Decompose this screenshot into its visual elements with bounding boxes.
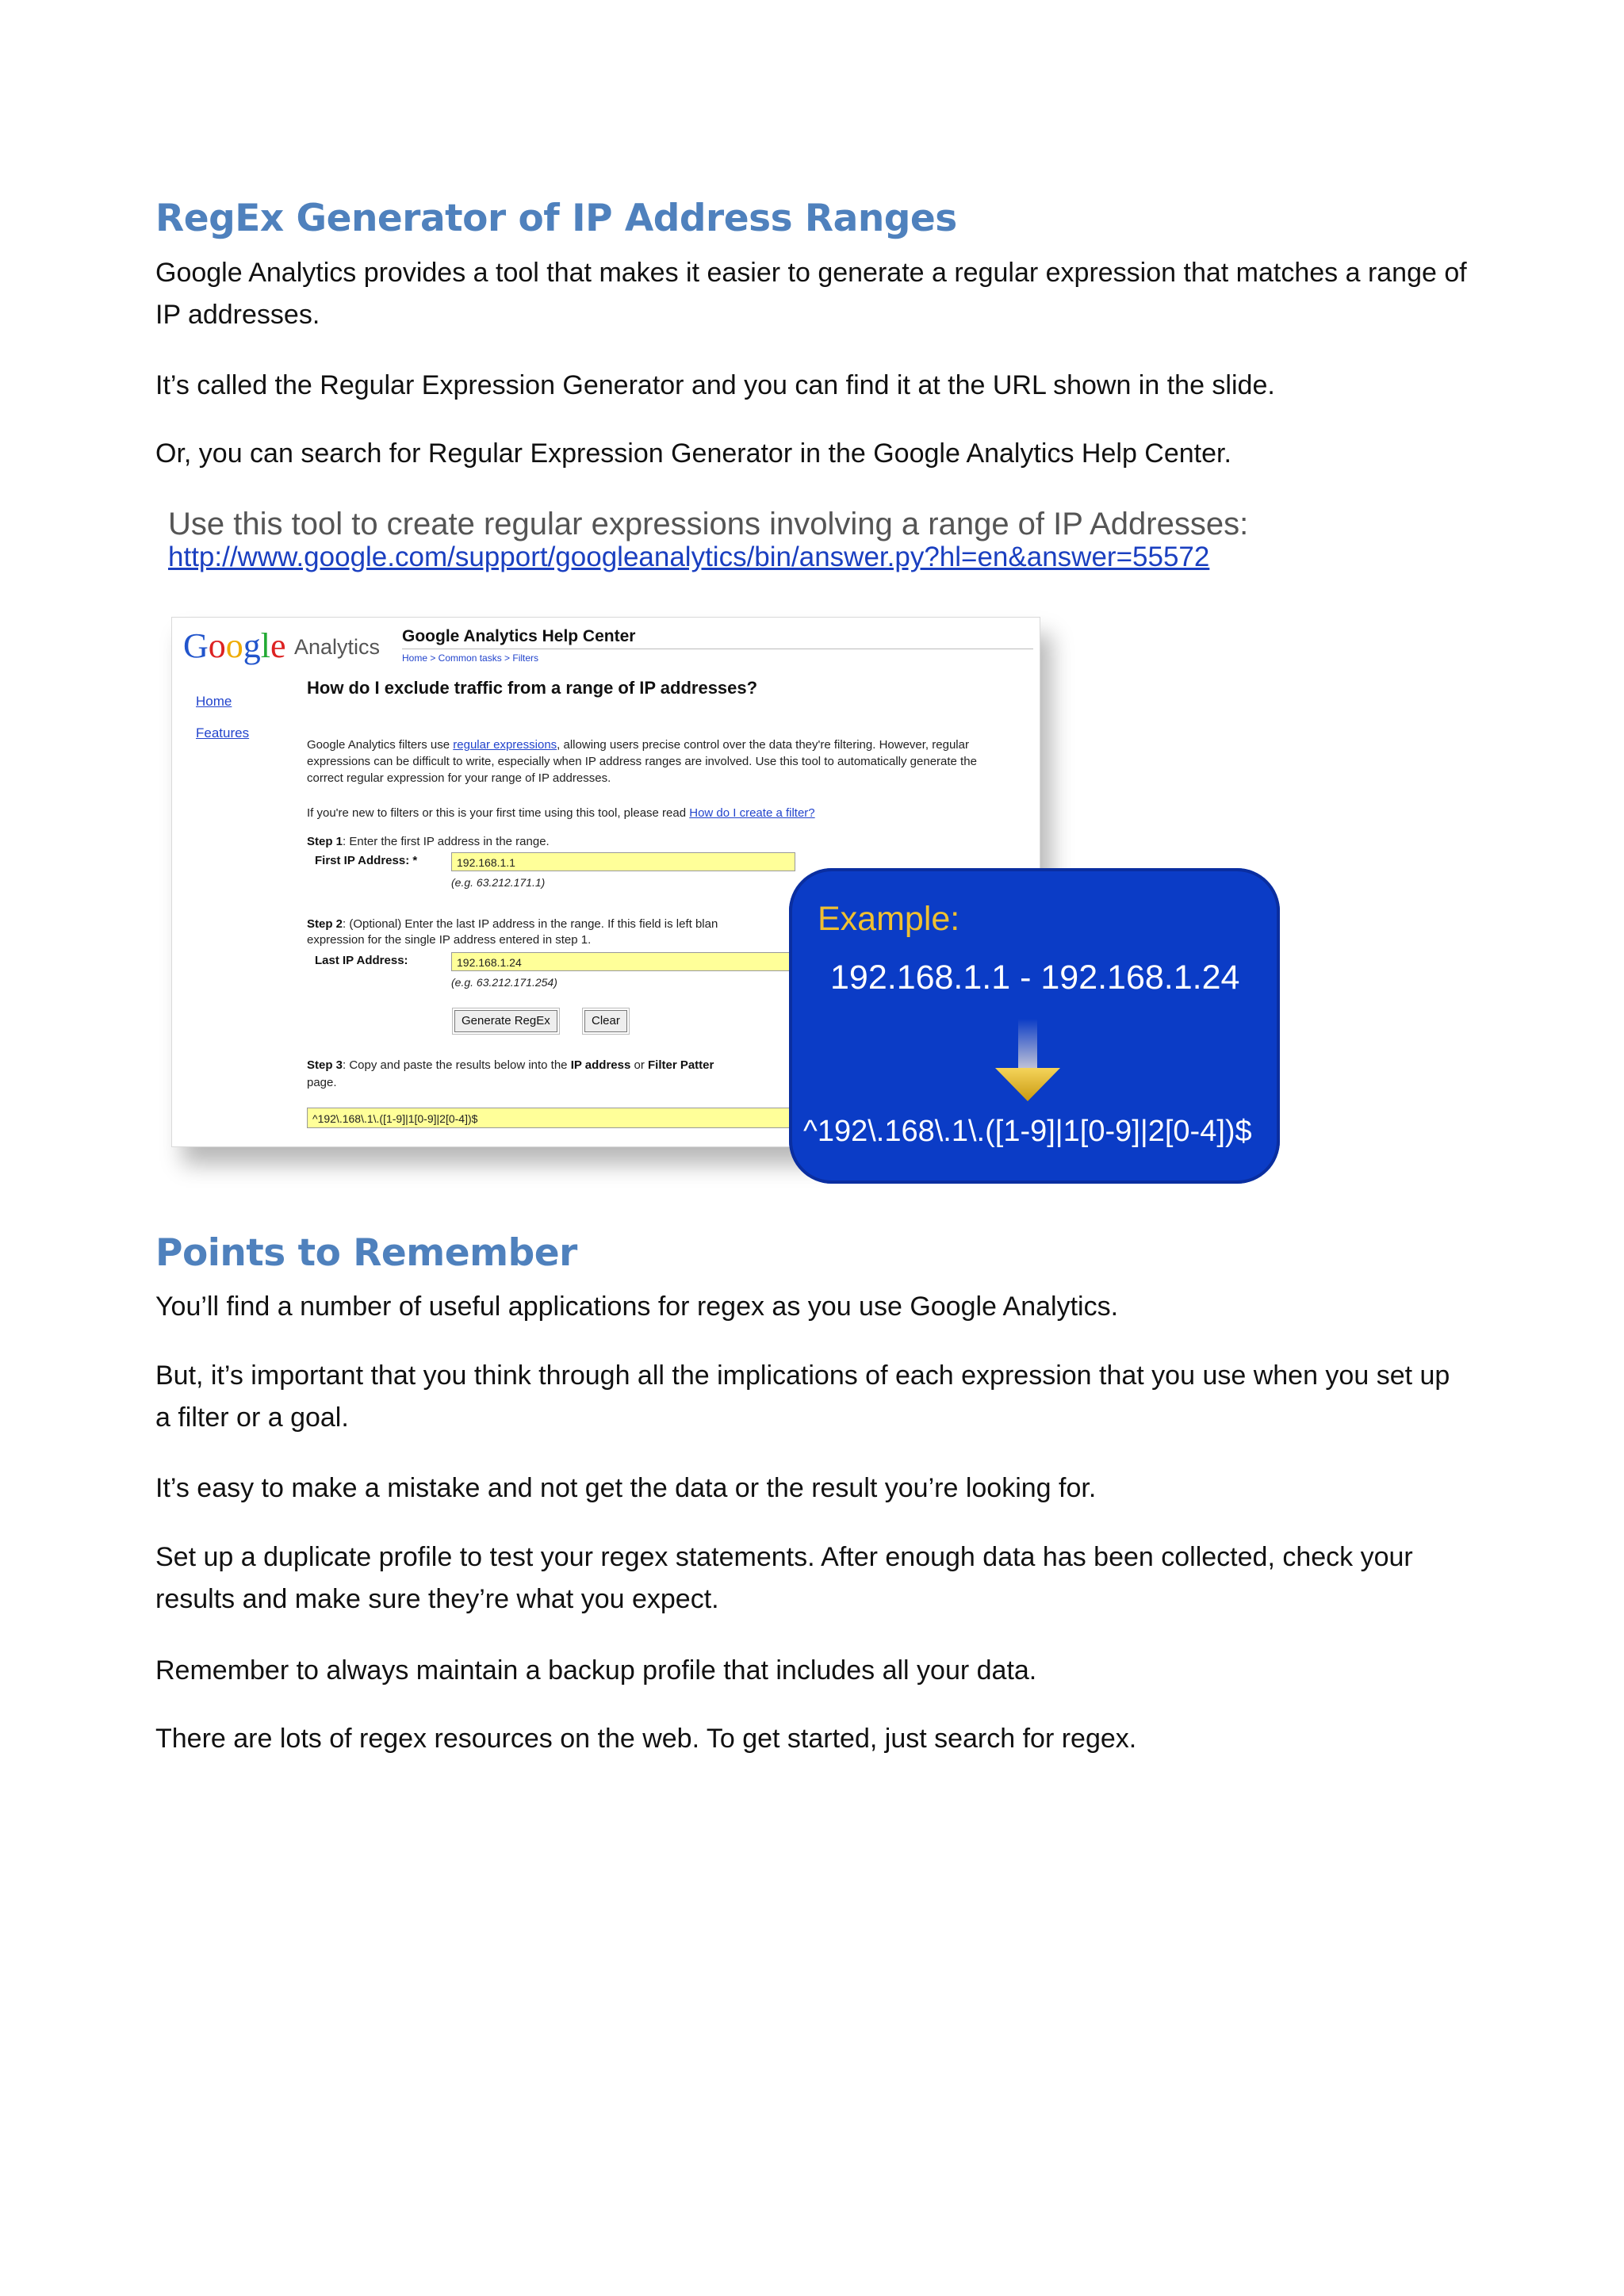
step-3-continued: page. (307, 1076, 337, 1089)
help-question: How do I exclude traffic from a range of IP addresses? (307, 678, 758, 698)
step-2-continued: expression for the single IP address entered in step 1. (307, 933, 592, 947)
nav-link-home[interactable]: Home (196, 694, 232, 709)
section-heading-regex-generator: RegEx Generator of IP Address Ranges (155, 197, 957, 240)
regular-expressions-link[interactable]: regular expressions (453, 738, 557, 752)
down-arrow-icon (992, 1019, 1063, 1106)
slide-caption: Use this tool to create regular expressions involving a range of IP Addresses: (168, 507, 1249, 541)
analytics-logo-text: Analytics (294, 635, 381, 659)
step-1: Step 1: Enter the first IP address in the range. (307, 835, 550, 848)
last-ip-label: Last IP Address: (315, 954, 408, 967)
example-callout (789, 868, 1280, 1184)
paragraph: You’ll find a number of useful applications for regex as you use Google Analytics. (155, 1292, 1119, 1322)
example-regex: ^192\.168\.1\.([1-9]|1[0-9]|2[0-4])$ (803, 1115, 1252, 1148)
paragraph: It’s called the Regular Expression Generator and you can find it at the URL shown in the slide. (155, 370, 1275, 400)
section-heading-points-to-remember: Points to Remember (155, 1231, 577, 1275)
paragraph: But, it’s important that you think through all the implications of each expression that you use when you set up a filter or a goal. (155, 1360, 1450, 1433)
last-ip-hint: (e.g. 63.212.171.254) (451, 976, 557, 989)
paragraph: It’s easy to make a mistake and not get the data or the result you’re looking for. (155, 1473, 1097, 1503)
nav-link-features[interactable]: Features (196, 725, 250, 740)
new-user-text: If you're new to filters or this is your first time using this tool, please read How do I create a filter? (307, 806, 815, 820)
step-3: Step 3: Copy and paste the results below into the IP address or Filter Patter (307, 1058, 714, 1072)
example-title: Example: (818, 900, 960, 938)
first-ip-input[interactable]: 192.168.1.1 (451, 852, 795, 871)
example-ip-range: 192.168.1.1 - 192.168.1.24 (830, 959, 1240, 997)
step-2: Step 2: (Optional) Enter the last IP address in the range. If this field is left blan (307, 917, 718, 931)
create-filter-link[interactable]: How do I create a filter? (689, 806, 815, 820)
paragraph: Google Analytics provides a tool that makes it easier to generate a regular expression that matches a range of IP addresses. (155, 258, 1467, 330)
last-ip-input[interactable]: 192.168.1.24 (451, 952, 795, 971)
google-logo: Google (183, 626, 286, 665)
slide-image (155, 496, 1281, 1201)
slide-url-link[interactable]: http://www.google.com/support/googleanalytics/bin/answer.py?hl=en&answer=55572 (168, 541, 1210, 572)
paragraph: Or, you can search for Regular Expression Generator in the Google Analytics Help Center. (155, 438, 1231, 469)
help-intro-text: Google Analytics filters use regular expressions, allowing users precise control over the data they're filtering. However, regular expressions can be difficult to write, especially when IP address ranges are involved. Use this tool to automatically generate the correct regular expression for your range of IP addresses. (307, 738, 977, 785)
first-ip-label: First IP Address: * (315, 854, 418, 867)
breadcrumb[interactable]: Home > Common tasks > Filters (402, 652, 539, 664)
help-center-title: Google Analytics Help Center (402, 627, 636, 645)
paragraph: Set up a duplicate profile to test your regex statements. After enough data has been collected, check your results and make sure they’re what you expect. (155, 1542, 1413, 1614)
first-ip-hint: (e.g. 63.212.171.1) (451, 876, 546, 889)
regex-result-field[interactable]: ^192\.168\.1\.([1-9]|1[0-9]|2[0-4])$ (307, 1108, 814, 1128)
paragraph: There are lots of regex resources on the web. To get started, just search for regex. (155, 1724, 1137, 1754)
clear-button[interactable]: Clear (584, 1010, 627, 1032)
generate-regex-button[interactable]: Generate RegEx (454, 1010, 557, 1032)
paragraph: Remember to always maintain a backup profile that includes all your data. (155, 1655, 1037, 1686)
